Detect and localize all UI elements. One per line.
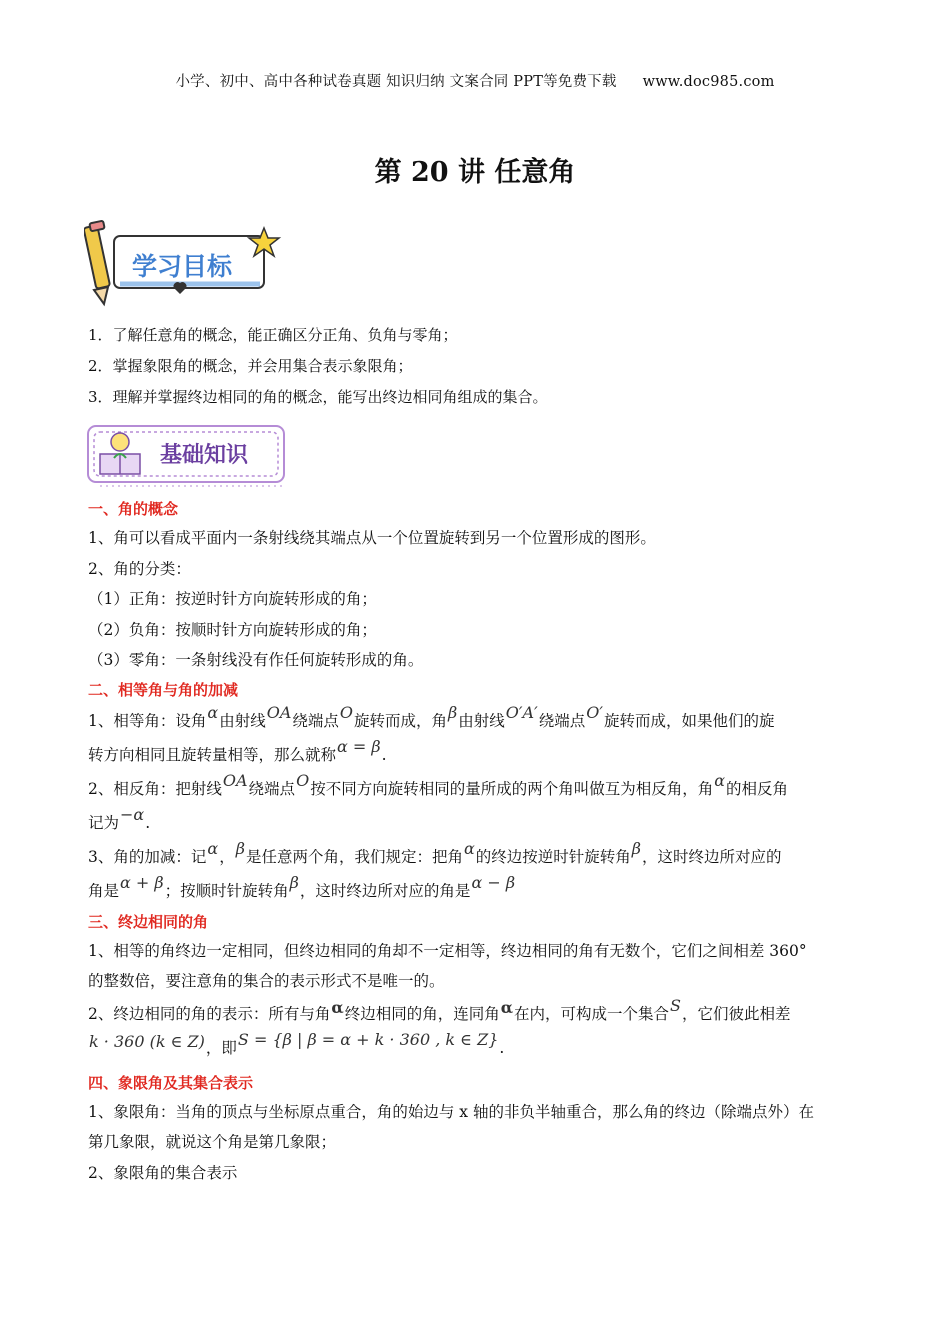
math-alpha: α: [500, 997, 514, 1017]
paragraph: （2）负角：按顺时针方向旋转形成的角；: [88, 620, 377, 639]
header-url[interactable]: www.doc985.com: [642, 74, 775, 90]
basic-knowledge-badge: [86, 424, 291, 488]
section-heading: 一、角的概念: [88, 500, 179, 518]
paragraph: 1、象限角：当角的顶点与坐标原点重合，角的始边与 x 轴的非负半轴重合，那么角的终边（除端点外）在 第几象限，就说这个角是第几象限；: [88, 1102, 814, 1151]
paragraph: 1、相等的角终边一定相同，但终边相同的角却不一定相等，终边相同的角有无数个，它们之间相差 360° 的整数倍，要注意角的集合的表示形式不是唯一的。: [88, 941, 807, 990]
paragraph: （3）零角：一条射线没有作任何旋转形成的角。: [88, 651, 424, 669]
math-alpha: α: [463, 838, 475, 858]
math-sum: α + β: [120, 872, 164, 892]
page-header: [0, 70, 950, 91]
math-point: O′: [586, 702, 603, 722]
goals-badge-label: 学习目标: [132, 252, 233, 281]
paragraph: 2、角的分类：: [88, 559, 191, 578]
heart-icon: [174, 282, 187, 294]
math-beta: β: [289, 872, 299, 892]
section-heading: 三、终边相同的角: [88, 912, 209, 931]
pencil-icon: [84, 221, 110, 304]
math-alpha: α: [331, 997, 344, 1017]
paragraph: 2、终边相同的角的表示：所有与角α终边相同的角，连同角α在内，可构成一个集合S，它们彼此相差 k · 360 (k ∈ Z)，即S = {β | β = α + k · 360 , k ∈ Z}.: [88, 995, 791, 1057]
math-alpha: α: [714, 770, 726, 790]
math-set-name: S: [670, 995, 681, 1015]
math-set-expression: S = {β | β = α + k · 360 , k ∈ Z}: [237, 1029, 499, 1049]
section-heading: 二、相等角与角的加减: [88, 680, 239, 699]
math-alpha: α: [207, 702, 219, 722]
math-ray: OA: [266, 702, 292, 722]
knowledge-badge-label: 基础知识: [160, 443, 249, 468]
goal-item: 3．理解并掌握终边相同的角的概念，能写出终边相同角组成的集合。: [88, 388, 548, 406]
math-ray: OA: [222, 770, 248, 790]
learning-goals-list: [88, 320, 878, 413]
main-content: [88, 495, 864, 1188]
paragraph: 2、相反角：把射线OA绕端点O按不同方向旋转相同的量所成的两个角叫做互为相反角，角α的相反角 记为−α.: [88, 770, 789, 832]
header-text: 小学、初中、高中各种试卷真题 知识归纳 文案合同 PPT等免费下载: [175, 74, 617, 90]
math-alpha: α: [207, 838, 219, 858]
goal-item: 1．了解任意角的概念，能正确区分正角、负角与零角；: [88, 326, 458, 344]
math-beta: β: [631, 838, 642, 858]
section-heading: 四、象限角及其集合表示: [88, 1073, 254, 1092]
paragraph: 1、角可以看成平面内一条射线绕其端点从一个位置旋转到另一个位置形成的图形。: [88, 529, 656, 547]
math-difference: α − β: [471, 872, 516, 892]
paragraph: （1）正角：按逆时针方向旋转形成的角；: [88, 590, 377, 608]
math-k360: k · 360 (k ∈ Z): [89, 1031, 205, 1051]
math-beta: β: [448, 702, 458, 722]
page-title: 第 20 讲 任意角: [374, 157, 576, 188]
learning-goals-badge: [84, 218, 284, 308]
paragraph: 1、相等角：设角α由射线OA绕端点O旋转而成，角β由射线O′A′绕端点O′旋转而成，如果他们的旋 转方向相同且旋转量相等，那么就称α = β.: [88, 702, 775, 764]
goal-item: 2．掌握象限角的概念，并会用集合表示象限角；: [88, 357, 413, 375]
paragraph: 3、角的加减：记α，β是任意两个角，我们规定：把角α的终边按逆时针旋转角β，这时终边所对应的 角是α + β；按顺时针旋转角β，这时终边所对应的角是α − β: [88, 838, 782, 900]
math-point: O: [339, 702, 354, 722]
math-neg-alpha: −α: [120, 804, 145, 824]
math-beta: β: [235, 838, 245, 858]
paragraph: 2、象限角的集合表示: [88, 1163, 238, 1182]
math-ray: O′A′: [505, 702, 538, 722]
math-point: O: [296, 770, 310, 790]
math-equation: α = β: [337, 736, 381, 756]
